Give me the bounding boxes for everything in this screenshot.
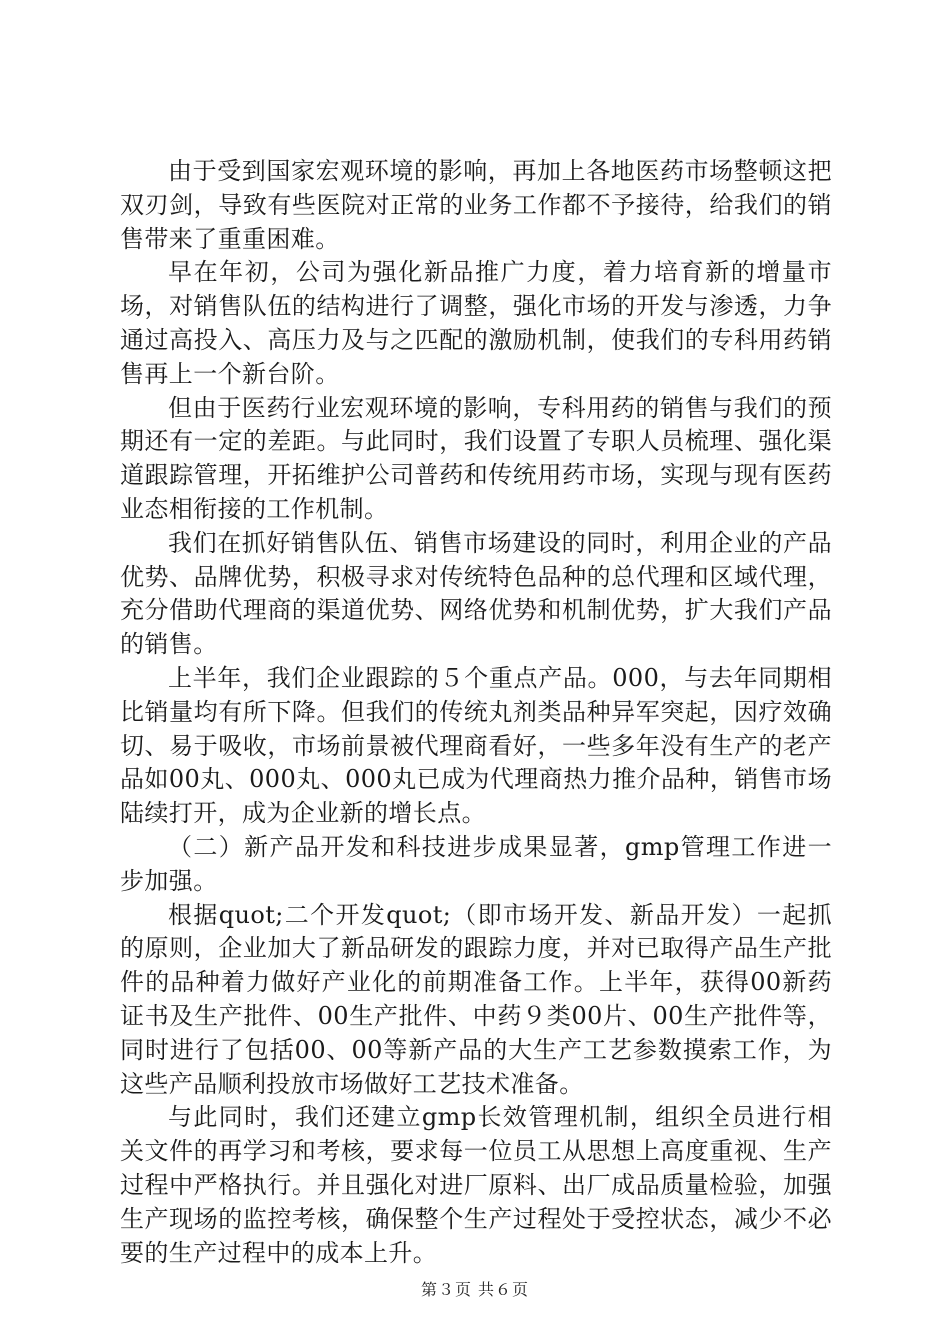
paragraph: 根据quot;二个开发quot;（即市场开发、新品开发）一起抓的原则，企业加大了新品研发的跟踪力度，并对已取得产品生产批件的品种着力做好产业化的前期准备工作。上半年，获得00新药证书及生产批件、00生产批件、中药９类00片、00生产批件等，同时进行了包括00、00等新产品的大生产工艺参数摸索工作，为这些产品顺利投放市场做好工艺技术准备。 — [120, 900, 832, 1098]
section-heading-paragraph: （二）新产品开发和科技进步成果显著，gmp管理工作进一步加强。 — [120, 832, 832, 895]
paragraph: 我们在抓好销售队伍、销售市场建设的同时，利用企业的产品优势、品牌优势，积极寻求对传统特色品种的总代理和区域代理，充分借助代理商的渠道优势、网络优势和机制优势，扩大我们产品的销售。 — [120, 528, 832, 659]
paragraph: 早在年初，公司为强化新品推广力度，着力培育新的增量市场，对销售队伍的结构进行了调整，强化市场的开发与渗透，力争通过高投入、高压力及与之匹配的激励机制，使我们的专科用药销售再上一个新台阶。 — [120, 258, 832, 388]
document-body — [120, 155, 832, 1270]
paragraph: 上半年，我们企业跟踪的５个重点产品。000，与去年同期相比销量均有所下降。但我们的传统丸剂类品种异军突起，因疗效确切、易于吸收，市场前景被代理商看好，一些多年没有生产的老产品如00丸、000丸、000丸已成为代理商热力推介品种，销售市场陆续打开，成为企业新的增长点。 — [120, 663, 832, 828]
paragraph: 与此同时，我们还建立gmp长效管理机制，组织全员进行相关文件的再学习和考核，要求每一位员工从思想上高度重视、生产过程中严格执行。并且强化对进厂原料、出厂成品质量检验，加强生产现场的监控考核，确保整个生产过程处于受控状态，减少不必要的生产过程中的成本上升。 — [120, 1103, 832, 1267]
page-number-footer: 第３页 共６页 — [420, 1280, 530, 1299]
paragraph: 由于受到国家宏观环境的影响，再加上各地医药市场整顿这把双刃剑，导致有些医院对正常的业务工作都不予接待，给我们的销售带来了重重困难。 — [120, 157, 832, 253]
paragraph: 但由于医药行业宏观环境的影响，专科用药的销售与我们的预期还有一定的差距。与此同时，我们设置了专职人员梳理、强化渠道跟踪管理，开拓维护公司普药和传统用药市场，实现与现有医药业态相衔接的工作机制。 — [120, 393, 832, 523]
